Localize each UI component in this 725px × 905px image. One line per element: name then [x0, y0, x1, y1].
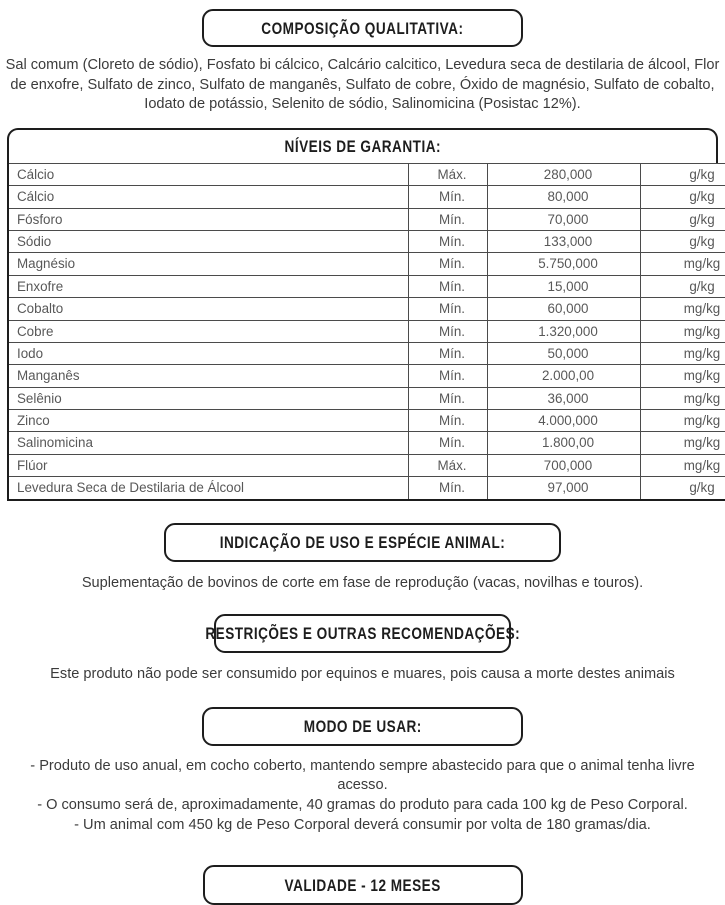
modo-de-usar-line: - Um animal com 450 kg de Peso Corporal deverá consumir por volta de 180 gramas/dia. — [4, 816, 721, 836]
cell-nutrient: Manganês — [8, 365, 409, 387]
cell-limit: Mín. — [409, 477, 488, 500]
section-heading-modo-de-usar — [202, 707, 523, 746]
modo-de-usar-paragraph — [0, 757, 725, 835]
cell-nutrient: Cobre — [8, 320, 409, 342]
cell-nutrient: Enxofre — [8, 275, 409, 297]
cell-limit: Mín. — [409, 298, 488, 320]
cell-value: 50,000 — [488, 342, 641, 364]
table-row — [8, 298, 725, 320]
section-heading-indicacao-label: INDICAÇÃO DE USO E ESPÉCIE ANIMAL: — [220, 534, 506, 551]
cell-limit: Mín. — [409, 208, 488, 230]
cell-nutrient: Levedura Seca de Destilaria de Álcool — [8, 477, 409, 500]
section-heading-indicacao — [164, 523, 561, 562]
cell-limit: Mín. — [409, 342, 488, 364]
cell-nutrient: Flúor — [8, 454, 409, 476]
indicacao-line: Suplementação de bovinos de corte em fase de reprodução (vacas, novilhas e touros). — [17, 574, 709, 594]
indicacao-paragraph — [13, 574, 713, 594]
cell-value: 15,000 — [488, 275, 641, 297]
cell-unit: g/kg — [641, 477, 725, 500]
table-row — [8, 365, 725, 387]
cell-unit: mg/kg — [641, 365, 725, 387]
section-heading-niveis-label: NÍVEIS DE GARANTIA: — [284, 138, 440, 155]
cell-unit: mg/kg — [641, 387, 725, 409]
table-row — [8, 342, 725, 364]
table-row — [8, 477, 725, 500]
table-row — [8, 432, 725, 454]
niveis-de-garantia-table — [7, 163, 725, 501]
composicao-line: de enxofre, Sulfato de zinco, Sulfato de manganês, Sulfato de cobre, Óxido de magnésio, Sulfato de cobalto, — [4, 76, 721, 96]
modo-de-usar-line: - Produto de uso anual, em cocho coberto, mantendo sempre abastecido para que o animal tenha livre acesso. — [4, 757, 721, 796]
cell-limit: Mín. — [409, 230, 488, 252]
cell-unit: mg/kg — [641, 320, 725, 342]
section-heading-restricoes — [214, 614, 511, 653]
table-row — [8, 230, 725, 252]
cell-value: 133,000 — [488, 230, 641, 252]
cell-value: 280,000 — [488, 163, 641, 185]
cell-nutrient: Iodo — [8, 342, 409, 364]
cell-limit: Mín. — [409, 275, 488, 297]
cell-limit: Mín. — [409, 387, 488, 409]
cell-nutrient: Selênio — [8, 387, 409, 409]
cell-limit: Máx. — [409, 454, 488, 476]
cell-unit: mg/kg — [641, 454, 725, 476]
cell-nutrient: Magnésio — [8, 253, 409, 275]
composicao-paragraph — [0, 56, 725, 115]
cell-unit: mg/kg — [641, 298, 725, 320]
label-document — [0, 9, 725, 899]
cell-nutrient: Cobalto — [8, 298, 409, 320]
cell-unit: g/kg — [641, 230, 725, 252]
cell-nutrient: Fósforo — [8, 208, 409, 230]
section-heading-composicao-label: COMPOSIÇÃO QUALITATIVA: — [261, 20, 463, 37]
restricoes-paragraph — [8, 665, 718, 685]
restricoes-line: Este produto não pode ser consumido por equinos e muares, pois causa a morte destes animais — [12, 665, 714, 685]
cell-value: 60,000 — [488, 298, 641, 320]
composicao-line: Sal comum (Cloreto de sódio), Fosfato bi cálcico, Calcário calcitico, Levedura seca de destilaria de álcool, Flor — [4, 56, 721, 76]
section-heading-restricoes-label: RESTRIÇÕES E OUTRAS RECOMENDAÇÕES: — [205, 625, 520, 642]
table-row — [8, 186, 725, 208]
table-row — [8, 208, 725, 230]
cell-value: 2.000,00 — [488, 365, 641, 387]
cell-unit: mg/kg — [641, 410, 725, 432]
cell-value: 97,000 — [488, 477, 641, 500]
table-row — [8, 163, 725, 185]
cell-limit: Mín. — [409, 432, 488, 454]
cell-limit: Máx. — [409, 163, 488, 185]
cell-unit: g/kg — [641, 208, 725, 230]
table-row — [8, 275, 725, 297]
cell-nutrient: Sódio — [8, 230, 409, 252]
cell-limit: Mín. — [409, 410, 488, 432]
cell-limit: Mín. — [409, 253, 488, 275]
cell-unit: g/kg — [641, 163, 725, 185]
cell-unit: g/kg — [641, 275, 725, 297]
cell-value: 1.800,00 — [488, 432, 641, 454]
cell-nutrient: Cálcio — [8, 163, 409, 185]
table-row — [8, 320, 725, 342]
cell-limit: Mín. — [409, 320, 488, 342]
table-row — [8, 454, 725, 476]
table-row — [8, 387, 725, 409]
composicao-line: Iodato de potássio, Selenito de sódio, Salinomicina (Posistac 12%). — [4, 95, 721, 115]
niveis-de-garantia-block — [7, 128, 718, 501]
section-heading-composicao — [202, 9, 523, 47]
section-heading-validade — [203, 865, 523, 905]
cell-unit: g/kg — [641, 186, 725, 208]
cell-nutrient: Salinomicina — [8, 432, 409, 454]
section-heading-modo-de-usar-label: MODO DE USAR: — [303, 718, 421, 735]
section-heading-niveis — [7, 128, 718, 163]
cell-value: 70,000 — [488, 208, 641, 230]
cell-value: 80,000 — [488, 186, 641, 208]
cell-value: 700,000 — [488, 454, 641, 476]
cell-limit: Mín. — [409, 365, 488, 387]
cell-unit: mg/kg — [641, 432, 725, 454]
cell-unit: mg/kg — [641, 342, 725, 364]
cell-nutrient: Cálcio — [8, 186, 409, 208]
cell-limit: Mín. — [409, 186, 488, 208]
cell-unit: mg/kg — [641, 253, 725, 275]
cell-value: 4.000,000 — [488, 410, 641, 432]
modo-de-usar-line: - O consumo será de, aproximadamente, 40 gramas do produto para cada 100 kg de Peso Corporal. — [4, 796, 721, 816]
cell-nutrient: Zinco — [8, 410, 409, 432]
section-heading-validade-label: VALIDADE - 12 MESES — [284, 877, 440, 894]
cell-value: 1.320,000 — [488, 320, 641, 342]
cell-value: 36,000 — [488, 387, 641, 409]
table-row — [8, 253, 725, 275]
cell-value: 5.750,000 — [488, 253, 641, 275]
table-row — [8, 410, 725, 432]
